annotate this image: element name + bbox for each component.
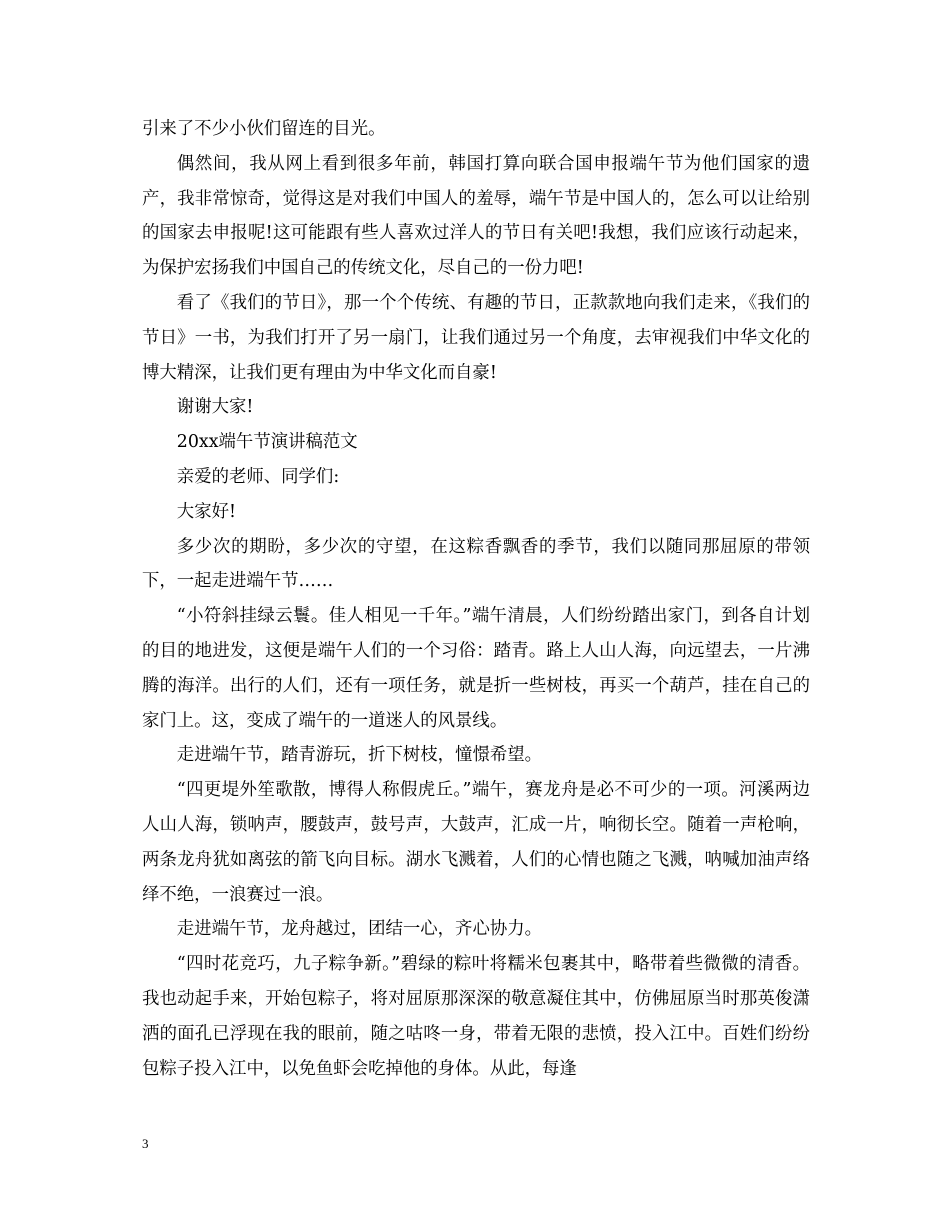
paragraph-4: 谢谢大家!	[176, 397, 254, 418]
paragraph-12: 走进端午节，龙舟越过，团结一心，齐心协力。	[176, 919, 543, 940]
paragraph-1: 引来了不少小伙们留连的目光。	[142, 119, 386, 139]
paragraph-13: “四时花竞巧，九子粽争新。”碧绿的粽叶将糯米包裹其中，略带着些微微的清香。我也动起手来，开始包粽子，将对屈原那深深的敬意凝住其中，仿佛屈原当时那英俊潇洒的面孔已浮现在我的眼前，随之咕咚一身，带着无限的悲愤，投入江中。百姓们纷纷包粽子投入江中，以免鱼虾会吃掉他的身体。从此，每逢	[142, 954, 810, 1079]
page-number: 3	[142, 1136, 149, 1151]
paragraph-10: 走进端午节，踏青游玩，折下树枝，憧憬希望。	[176, 745, 543, 766]
paragraph-11: “四更堤外笙歌散，博得人称假虎丘。”端午，赛龙舟是必不可少的一项。河溪两边人山人海，锁呐声，腰鼓声，鼓号声，大鼓声，汇成一片，响彻长空。随着一声枪响，两条龙舟犹如离弦的箭飞向目标。湖水飞溅着，人们的心情也随之飞溅，呐喊加油声络绎不绝，一浪赛过一浪。	[142, 780, 810, 905]
document-title: 20xx端午节演讲稿范文	[176, 432, 358, 453]
paragraph-3: 看了《我们的节日》，那一个个传统、有趣的节日，正款款地向我们走来，《我们的节日》一书，为我们打开了另一扇门，让我们通过另一个角度，去审视我们中华文化的博大精深，让我们更有理由为中华文化而自豪!	[142, 292, 810, 383]
greeting: 大家好!	[176, 501, 236, 522]
document-page	[142, 112, 810, 1086]
paragraph-2: 偶然间，我从网上看到很多年前，韩国打算向联合国申报端午节为他们国家的遗产，我非常惊奇，觉得这是对我们中国人的羞辱，端午节是中国人的，怎么可以让给别的国家去申报呢!这可能跟有些人喜欢过洋人的节日有关吧!我想，我们应该行动起来，为保护宏扬我们中国自己的传统文化，尽自己的一份力吧!	[142, 153, 810, 279]
paragraph-8: 多少次的期盼，多少次的守望，在这粽香飘香的季节，我们以随同那屈原的带领下，一起走进端午节……	[142, 536, 810, 592]
paragraph-9: “小符斜挂绿云鬟。佳人相见一千年。”端午清晨，人们纷纷踏出家门，到各自计划的目的地进发，这便是端午人们的一个习俗：踏青。路上人山人海，向远望去，一片沸腾的海洋。出行的人们，还有一项任务，就是折一些树枝，再买一个葫芦，挂在自己的家门上。这，变成了端午的一道迷人的风景线。	[142, 606, 810, 731]
salutation: 亲爱的老师、同学们:	[176, 466, 340, 487]
